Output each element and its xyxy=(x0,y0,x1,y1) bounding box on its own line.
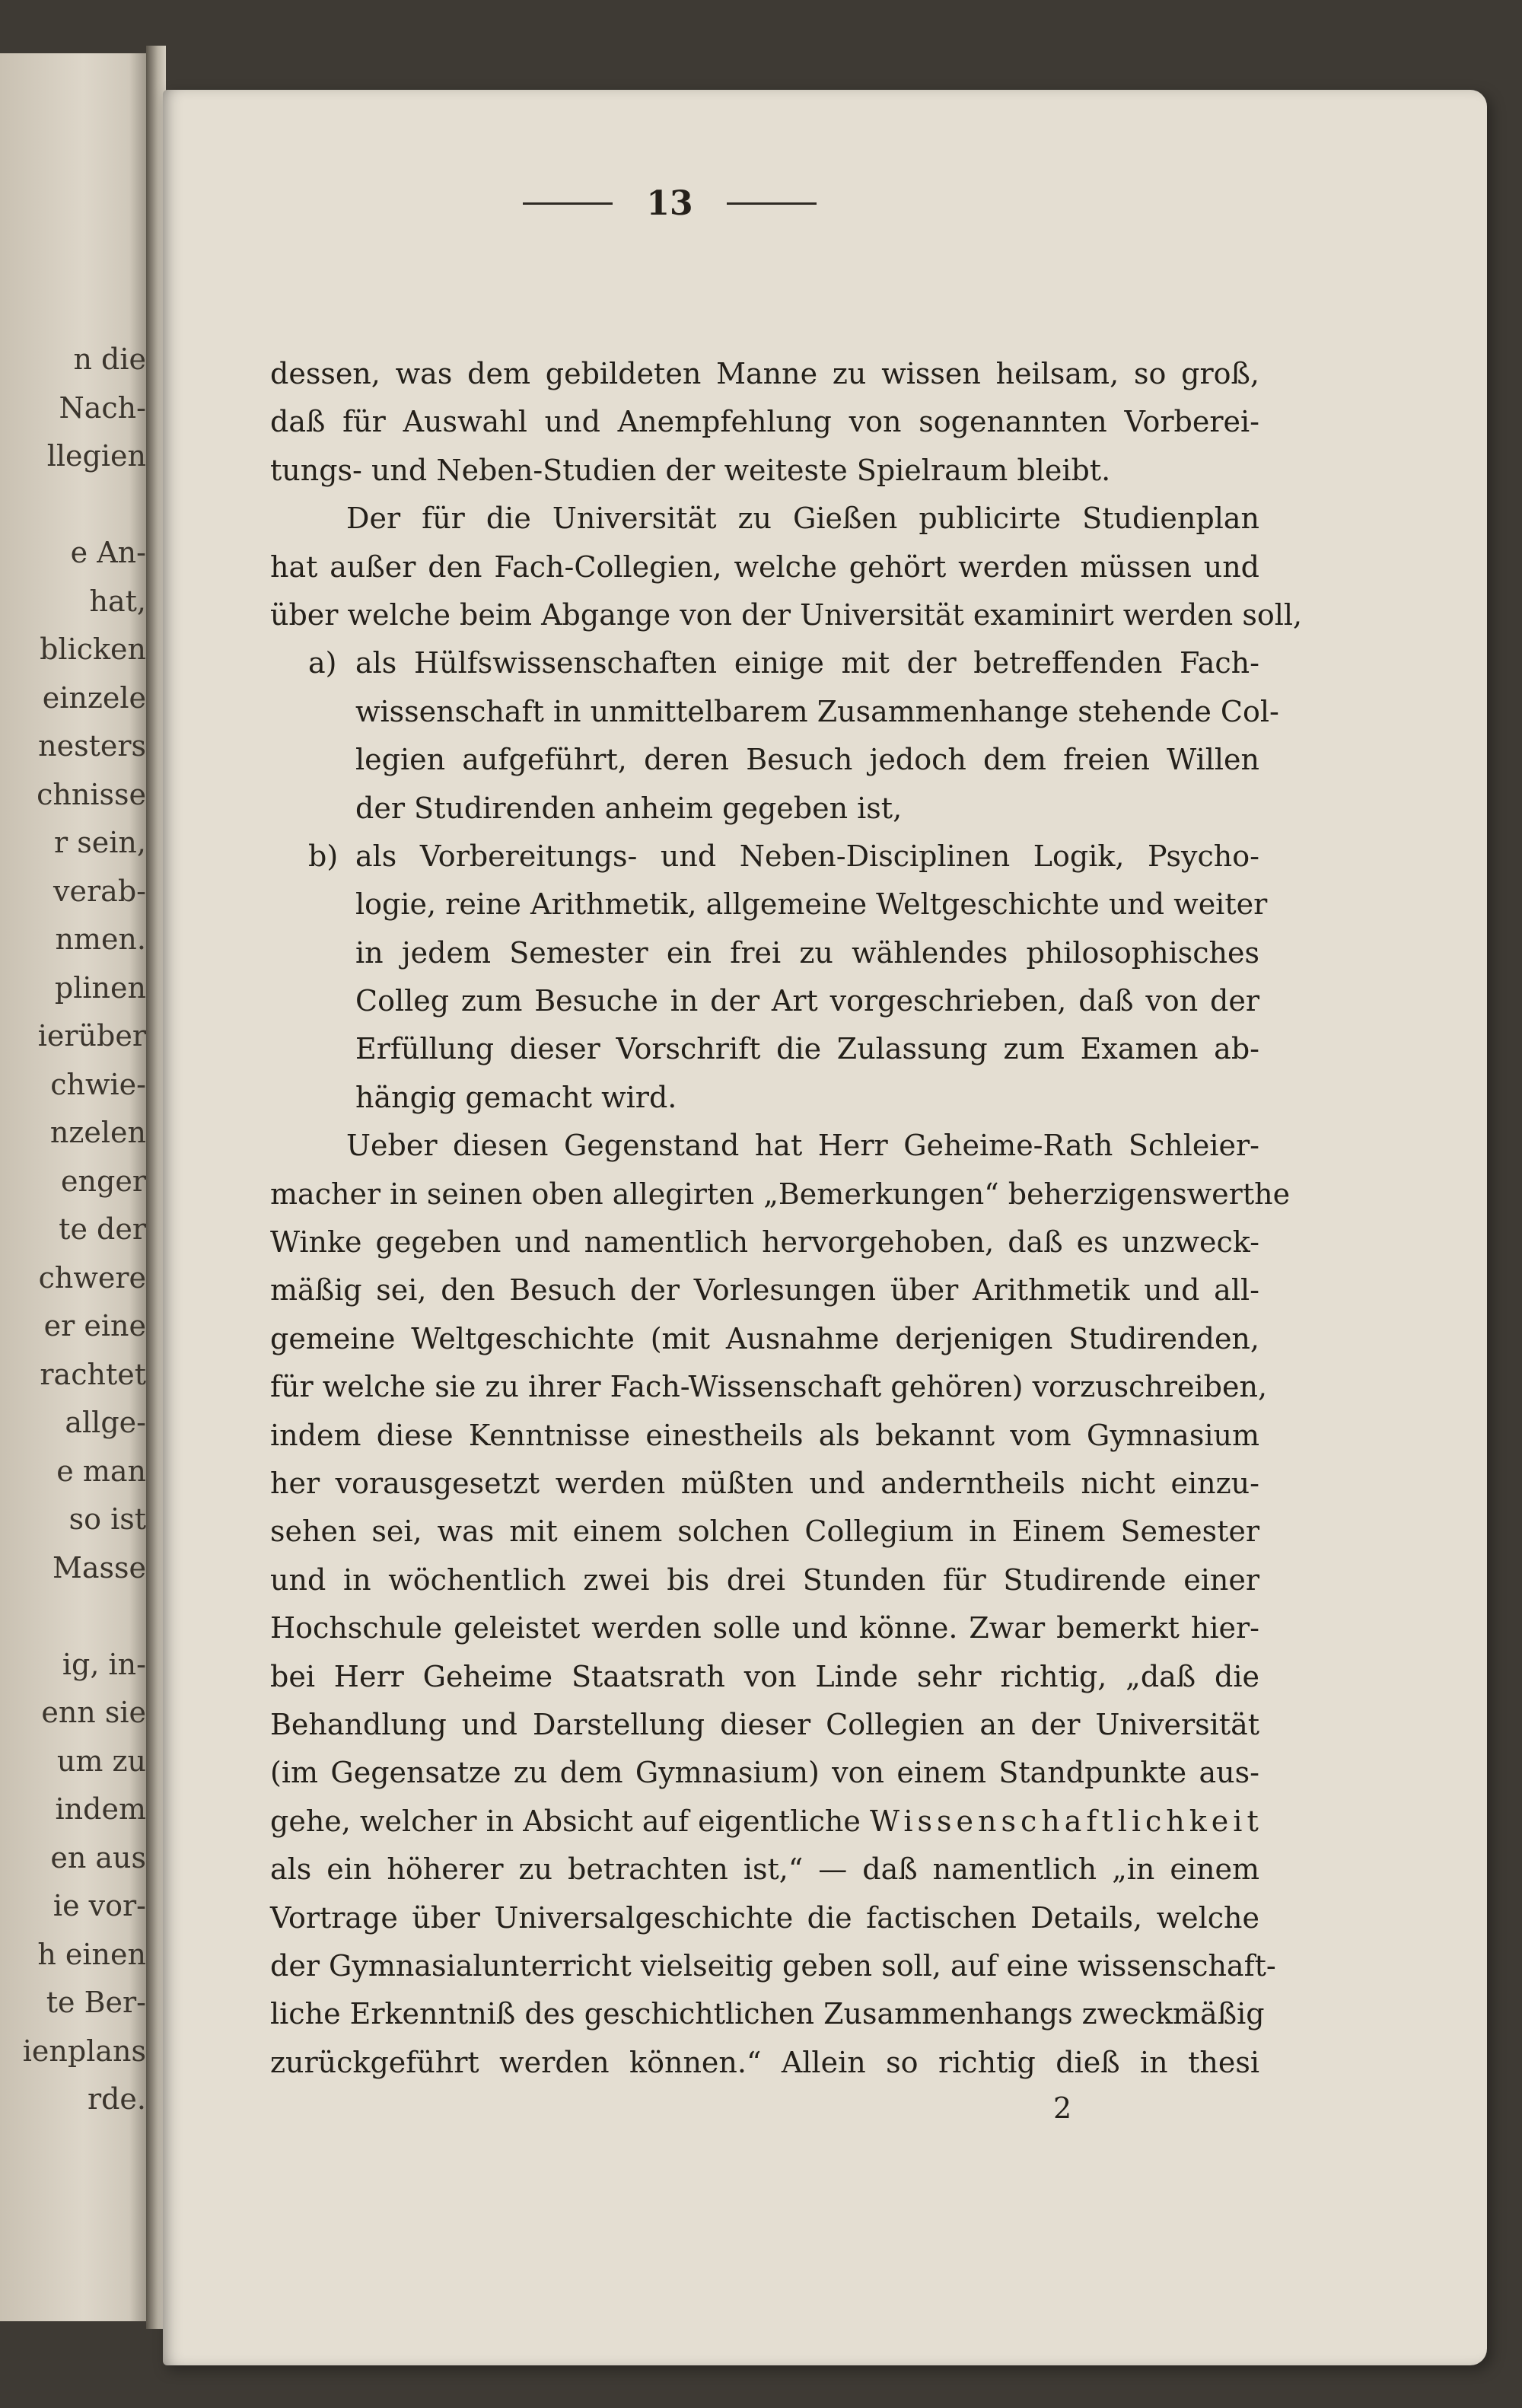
left-page-fragment: enn sie xyxy=(41,1696,146,1729)
left-page-fragment: e An- xyxy=(70,536,146,569)
left-page-fragment: verab- xyxy=(53,874,146,908)
text-line: logie, reine Arithmetik, allgemeine Weltgeschichte und weiter xyxy=(355,887,1268,922)
left-page-fragment: n die xyxy=(73,342,146,376)
text-line: als Hülfswissenschaften einige mit der betreffenden Fach- xyxy=(355,646,1259,680)
text-line: her vorausgesetzt werden müßten und anderntheils nicht einzu- xyxy=(270,1466,1259,1500)
text-line: Erfüllung dieser Vorschrift die Zulassung zum Examen ab- xyxy=(355,1032,1259,1066)
text-line: Der für die Universität zu Gießen publicirte Studienplan xyxy=(346,502,1259,536)
text-line: für welche sie zu ihrer Fach-Wissenschaft gehören) vorzuschreiben, xyxy=(270,1370,1268,1404)
text-line: Ueber diesen Gegenstand hat Herr Geheime-Rath Schleier- xyxy=(346,1129,1259,1163)
emphasized-word: Wissenschaftlichkeit xyxy=(869,1804,1263,1838)
left-page-fragment: hat, xyxy=(89,584,146,618)
main-text xyxy=(270,350,1303,2087)
left-page-fragment: llegien xyxy=(46,439,146,473)
list-item-a-line xyxy=(270,785,1259,833)
text-line: Behandlung und Darstellung dieser Collegien an der Universität xyxy=(270,1707,1259,1741)
left-page-fragment: chwere xyxy=(38,1260,146,1295)
list-item-b-line xyxy=(270,929,1259,977)
list-item-a xyxy=(270,639,1259,687)
list-item-b-line xyxy=(270,1074,1259,1122)
text-line: der Gymnasialunterricht vielseitig geben soll, auf eine wissenschaft- xyxy=(270,1948,1276,1983)
left-page-fragment: ienplans xyxy=(22,2034,146,2068)
text-line: mäßig sei, den Besuch der Vorlesungen über Arithmetik und all- xyxy=(270,1273,1259,1308)
text-line: hängig gemacht wird. xyxy=(355,1080,677,1114)
left-page-fragment: enger xyxy=(61,1164,146,1198)
left-page-fragment: chwie- xyxy=(50,1067,146,1101)
page-header xyxy=(388,177,951,230)
left-page-fragment: te Ber- xyxy=(46,1986,146,2019)
left-page-fragment: um zu xyxy=(56,1744,146,1778)
page-number: 13 xyxy=(646,183,693,223)
text-line: als Vorbereitungs- und Neben-Disciplinen Logik, Psycho- xyxy=(355,839,1259,873)
list-item-a-line xyxy=(270,736,1259,784)
text-line: Colleg zum Besuche in der Art vorgeschrieben, daß von der xyxy=(355,984,1259,1018)
text-line: macher in seinen oben allegirten „Bemerkungen“ beherzigenswerthe xyxy=(270,1177,1291,1211)
text-line: der Studirenden anheim gegeben ist, xyxy=(355,791,903,825)
text-line: in jedem Semester ein frei zu wählendes philosophisches xyxy=(355,935,1259,970)
header-rule-left xyxy=(523,202,613,205)
text-line: und in wöchentlich zwei bis drei Stunden für Studirende einer xyxy=(270,1562,1259,1597)
header-rule-right xyxy=(727,202,817,205)
text-line: gemeine Weltgeschichte (mit Ausnahme derjenigen Studirenden, xyxy=(270,1321,1259,1355)
left-page-fragment: ig, in- xyxy=(62,1647,146,1681)
left-page-fragment: rachtet xyxy=(40,1357,146,1391)
left-page-fragment: einzele xyxy=(42,680,146,715)
text-line: indem diese Kenntnisse einestheils als bekannt vom Gymnasium xyxy=(270,1418,1259,1452)
left-page-fragment: Nach- xyxy=(59,390,146,425)
left-page-fragment: ie vor- xyxy=(53,1889,146,1922)
left-page-fragment: e man xyxy=(56,1454,146,1488)
text-line: Winke gegeben und namentlich hervorgehoben, daß es unzweck- xyxy=(270,1225,1259,1260)
left-page-fragment: so ist xyxy=(68,1502,146,1536)
left-page-fragment: plinen xyxy=(54,970,146,1005)
text-line: liche Erkenntniß des geschichtlichen Zusammenhangs zweckmäßig xyxy=(270,1997,1265,2031)
text-line: Hochschule geleistet werden solle und könne. Zwar bemerkt hier- xyxy=(270,1611,1259,1645)
text-line: tungs- und Neben-Studien der weiteste Spielraum bleibt. xyxy=(270,453,1111,487)
text-fragment: gehe, welcher in Absicht auf eigentliche xyxy=(270,1804,861,1838)
text-line: als ein höherer zu betrachten ist,“ — daß namentlich „in einem xyxy=(270,1852,1259,1887)
left-page-fragment: chnisse xyxy=(37,777,146,811)
item-marker: b) xyxy=(308,839,339,873)
item-marker: a) xyxy=(308,646,337,680)
left-page-fragment: h einen xyxy=(37,1937,146,1971)
list-item-b-line xyxy=(270,977,1259,1025)
list-item-b-line xyxy=(270,881,1268,928)
text-line: wissenschaft in unmittelbarem Zusammenhange stehende Col- xyxy=(355,694,1279,728)
text-line: Vortrage über Universalgeschichte die factischen Details, welche xyxy=(270,1900,1259,1935)
left-page-fragment: blicken xyxy=(40,632,146,666)
left-page-fragment: r sein, xyxy=(54,826,146,859)
text-line: hat außer den Fach-Collegien, welche gehört werden müssen und xyxy=(270,549,1259,584)
text-line: daß für Auswahl und Anempfehlung von sogenannten Vorberei- xyxy=(270,405,1259,439)
left-page-edge xyxy=(0,53,152,2321)
left-page-fragment: en aus xyxy=(50,1840,146,1874)
text-line: zurückgeführt werden können.“ Allein so richtig dieß in thesi xyxy=(270,2045,1259,2079)
left-page-fragment: te der xyxy=(59,1212,146,1246)
text-line: sehen sei, was mit einem solchen Collegium in Einem Semester xyxy=(270,1515,1259,1549)
left-page-fragment: rde. xyxy=(87,2082,146,2116)
left-page-fragment: nmen. xyxy=(55,922,146,956)
left-page-fragment: er eine xyxy=(43,1309,146,1343)
list-item-b xyxy=(270,833,1259,881)
left-page-fragment: Masse xyxy=(52,1550,146,1585)
text-line: über welche beim Abgange von der Universität examinirt werden soll, xyxy=(270,597,1303,632)
text-line xyxy=(270,1798,1263,1846)
left-page-fragment: nzelen xyxy=(49,1116,146,1149)
list-item-a-line xyxy=(270,688,1279,736)
signature-mark: 2 xyxy=(1053,2091,1072,2125)
text-line: bei Herr Geheime Staatsrath von Linde sehr richtig, „daß die xyxy=(270,1659,1259,1693)
text-line: legien aufgeführt, deren Besuch jedoch dem freien Willen xyxy=(355,743,1259,777)
left-page-fragment: allge- xyxy=(65,1406,146,1439)
text-line: dessen, was dem gebildeten Manne zu wissen heilsam, so groß, xyxy=(270,357,1259,390)
left-page-fragment: nesters xyxy=(38,729,146,763)
left-page-fragment: ierüber xyxy=(37,1019,146,1053)
left-page-fragment: indem xyxy=(55,1792,146,1826)
list-item-b-line xyxy=(270,1025,1259,1073)
text-line: (im Gegensatze zu dem Gymnasium) von einem Standpunkte aus- xyxy=(270,1756,1259,1790)
